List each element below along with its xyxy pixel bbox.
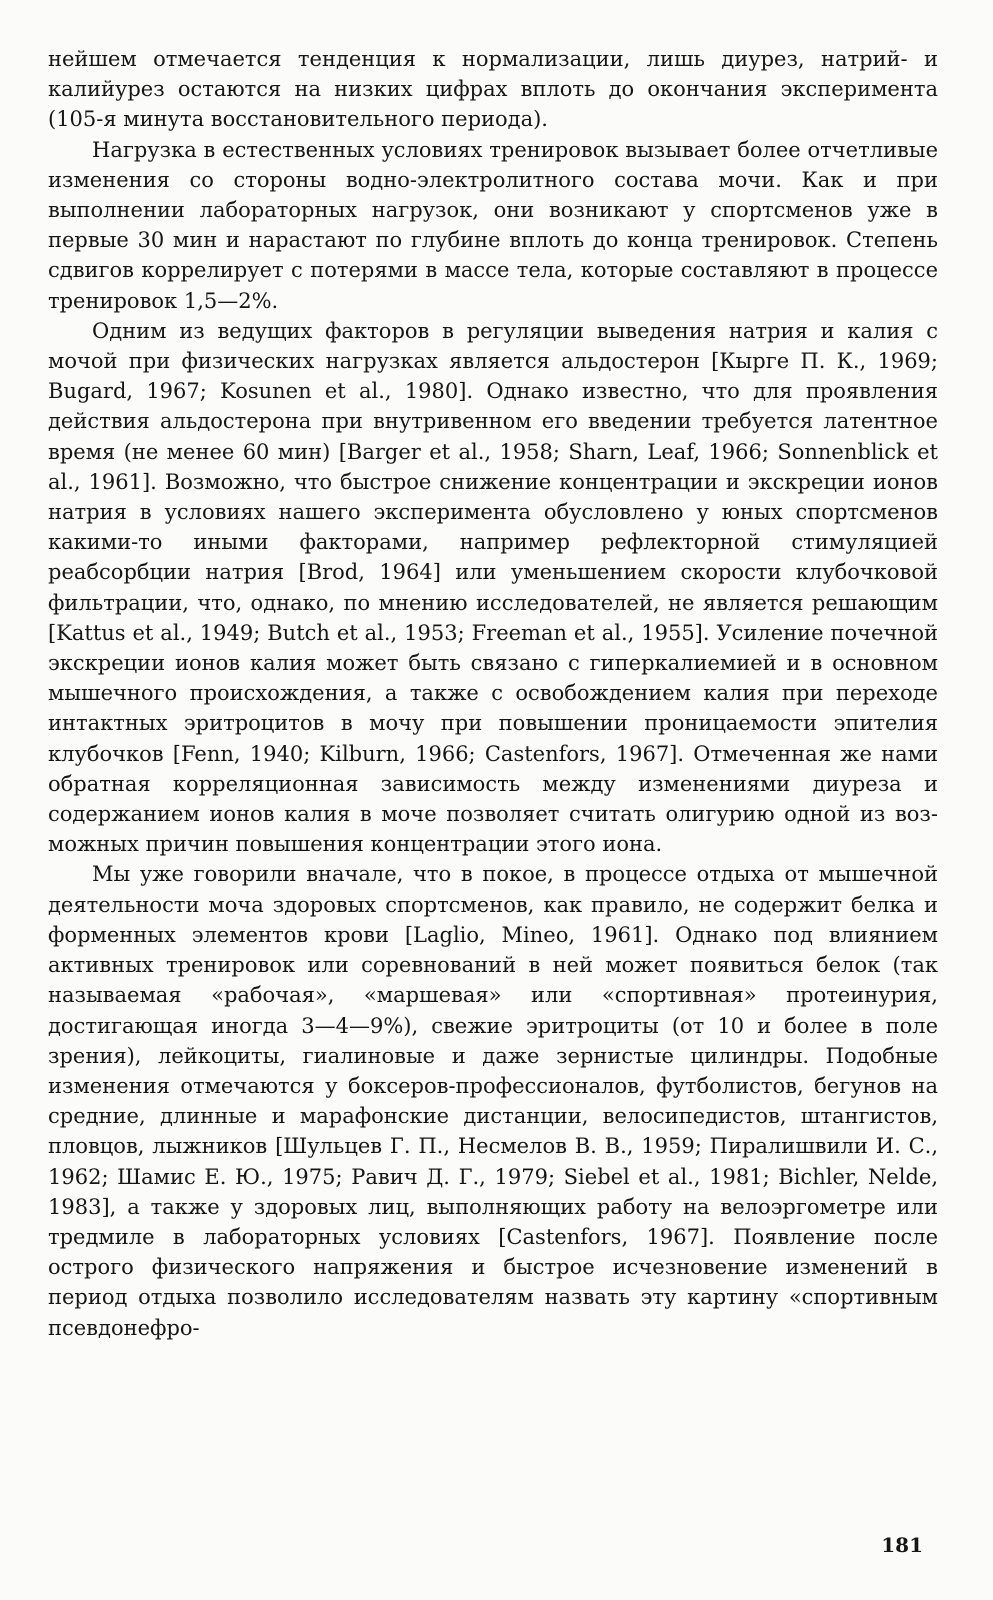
paragraph-continuation: нейшем отмечается тенденция к нормализации, лишь диурез, натрий- и калийурез остаются на низких цифрах вплоть до окончания эксперимента (105-я минута восстановительного периода). — [48, 47, 938, 132]
paragraph-training-load: Нагрузка в естественных условиях тренировок вызывает более отчетливые изменения со стороны водно-электролитного состава мочи. Как и при выполнении лабораторных нагрузок, они возникают у спортсменов уже в первые 30 мин и нарастают по глубине вплоть до конца тренировок. Степень сдвигов коррелирует с потерями в массе тела, которые составляют в процессе тренировок 1,5—2%. — [48, 137, 938, 313]
paragraph-proteinuria: Мы уже говорили вначале, что в покое, в процессе отдыха от мышечной деятельности моча здоровых спортсменов, как правило, не содержит белка и форменных элементов крови [Laglio, Mineo, 1961]. Однако под влиянием активных тренировок или соревнований в ней может появиться белок (так называемая «рабочая», «маршевая» или «спортивная» протеинурия, достигающая иногда 3—4—9%), свежие эритроциты (от 10 и более в поле зрения), лейкоциты, гиалиновые и даже зернистые цилиндры. Подобные изменения отмечаются у боксеров-профессионалов, футболистов, бегунов на средние, длинные и марафонские дистанции, велосипедистов, штангистов, пловцов, лыжников [Шульцев Г. П., Несмелов В. В., 1959; Пиралишвили И. С., 1962; Шамис Е. Ю., 1975; Равич Д. Г., 1979; Siebel et al., 1981; Bichler, Nelde, 1983], а также у здоровых лиц, выполняющих работу на велоэргометре или тредмиле в лабораторных условиях [Castenfors, 1967]. Появление после острого физического напряжения и быстрое исчезновение изменений в период отдыха позволило исследователям назвать эту картину «спортивным псевдонефро- — [48, 862, 938, 1340]
body-text — [48, 44, 938, 1343]
page-number: 181 — [881, 1533, 923, 1557]
paragraph-aldosterone: Одним из ведущих факторов в регуляции выведения натрия и калия с мочой при физических нагрузках является альдостерон [Кырге П. К., 1969; Bugard, 1967; Kosunen et al., 1980]. Однако известно, что для проявления действия альдостерона при внутривенном его введении требуется латентное время (не менее 60 мин) [Barger et al., 1958; Sharn, Leaf, 1966; Sonnenblick et al., 1961]. Возможно, что быстрое снижение концентрации и экскреции ионов натрия в условиях нашего эксперимента обусловлено у юных спортсменов какими-то иными факторами, например рефлекторной стимуляцией реабсорбции натрия [Brod, 1964] или уменьшением скорости клубочковой фильтрации, что, однако, по мнению исследователей, не является решающим [Kattus et al., 1949; Butch et al., 1953; Freeman et al., 1955]. Усиление почечной экскреции ионов калия может быть связано с гиперкалиемией и в основном мышечного происхождения, а также с освобождением калия при переходе интактных эритроцитов в мочу при повышении проницаемости эпителия клубочков [Fenn, 1940; Kilburn, 1966; Castenfors, 1967]. Отмеченная же нами обратная корреляционная зависимость между изменениями диуреза и содержанием ионов калия в моче позволяет считать олигурию одной из возможных причин повышения концентрации этого иона. — [48, 318, 938, 857]
